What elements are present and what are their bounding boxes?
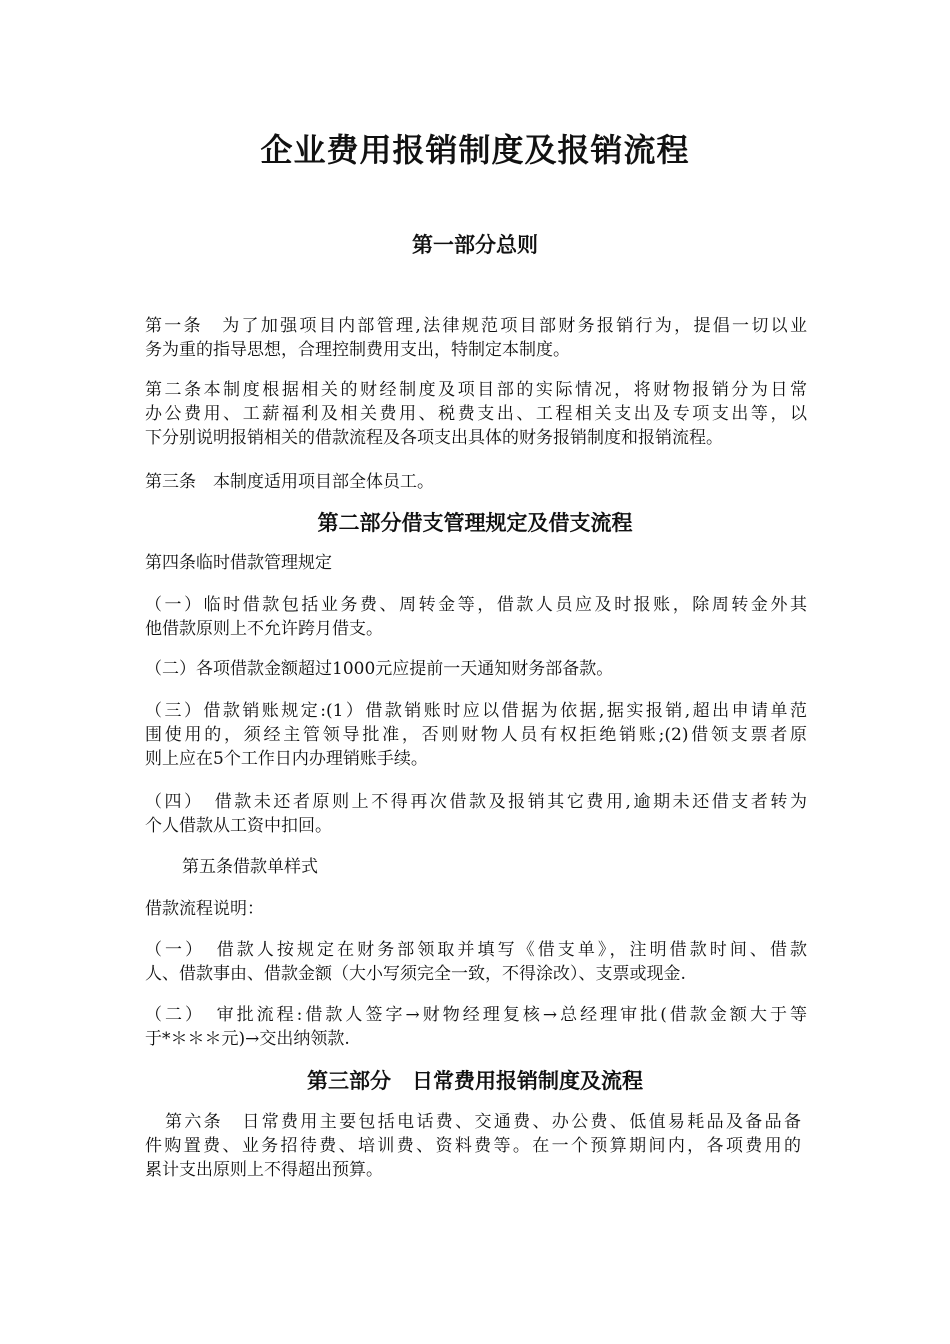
loan-rule-2: [145, 657, 807, 681]
article-5-line: 第五条借款单样式: [182, 857, 318, 877]
article-1-line: 务为重的指导思想，合理控制费用支出，特制定本制度。: [145, 340, 570, 360]
article-1-line: 第一条 为了加强项目内部管理,法律规范项目部财务报销行为，提倡一切以业: [145, 316, 807, 336]
loan-flow-2-line: （二） 审批流程:借款人签字→财物经理复核→总经理审批(借款金额大于等: [145, 1005, 807, 1025]
loan-rule-4: [145, 790, 807, 838]
article-3-line: 第三条 本制度适用项目部全体员工。: [145, 472, 434, 492]
loan-rule-1: [145, 593, 807, 641]
part2-heading: 第二部分借支管理规定及借支流程: [317, 511, 633, 535]
loan-rule-4-line: 个人借款从工资中扣回。: [145, 816, 332, 836]
part3-heading: 第三部分 日常费用报销制度及流程: [307, 1069, 643, 1093]
loan-rule-1-line: （一）临时借款包括业务费、周转金等，借款人员应及时报账，除周转金外其: [145, 595, 807, 615]
loan-rule-4-line: （四） 借款未还者原则上不得再次借款及报销其它费用,逾期未还借支者转为: [145, 792, 807, 812]
article-6-line: 件购置费、业务招待费、培训费、资料费等。在一个预算期间内，各项费用的: [145, 1136, 801, 1156]
loan-flow-2-line: 于*＊＊＊元)→交出纳领款.: [145, 1029, 350, 1049]
article-2-line: 下分别说明报销相关的借款流程及各项支出具体的财务报销制度和报销流程。: [145, 428, 723, 448]
article-2-line: 第二条本制度根据相关的财经制度及项目部的实际情况，将财物报销分为日常: [145, 380, 807, 400]
article-6: [145, 1110, 801, 1182]
article-6-line: 累计支出原则上不得超出预算。: [145, 1160, 383, 1180]
article-2-line: 办公费用、工薪福利及相关费用、税费支出、工程相关支出及专项支出等，以: [145, 404, 807, 424]
loan-flow-2: [145, 1003, 807, 1051]
loan-flow-1: [145, 938, 807, 986]
loan-rule-3-line: （三）借款销账规定:(1）借款销账时应以借据为依据,据实报销,超出申请单范: [145, 701, 807, 721]
article-3: [145, 470, 807, 494]
loan-rule-3-line: 则上应在5个工作日内办理销账手续。: [145, 749, 428, 769]
loan-rule-3: [145, 699, 807, 771]
loan-rule-2-line: （二）各项借款金额超过1000元应提前一天通知财务部备款。: [145, 659, 614, 679]
loan-flow-1-line: 人、借款事由、借款金额（大小写须完全一致，不得涂改）、支票或现金.: [145, 964, 686, 984]
loan-flow-title: [145, 897, 807, 921]
article-2: [145, 378, 807, 450]
article-1: [145, 314, 807, 362]
article-6-line: 第六条 日常费用主要包括电话费、交通费、办公费、低值易耗品及备品备: [165, 1112, 801, 1132]
loan-flow-1-line: （一） 借款人按规定在财务部领取并填写《借支单》，注明借款时间、借款: [145, 940, 807, 960]
loan-rule-3-line: 围使用的，须经主管领导批准，否则财物人员有权拒绝销账;(2)借领支票者原: [145, 725, 807, 745]
article-4-line: 第四条临时借款管理规定: [145, 553, 332, 573]
part1-heading: 第一部分总则: [412, 233, 538, 257]
loan-flow-title-line: 借款流程说明：: [145, 899, 264, 919]
article-4: [145, 551, 807, 575]
article-5: [182, 855, 802, 879]
document-title: 企业费用报销制度及报销流程: [260, 131, 690, 169]
loan-rule-1-line: 他借款原则上不允许跨月借支。: [145, 619, 383, 639]
